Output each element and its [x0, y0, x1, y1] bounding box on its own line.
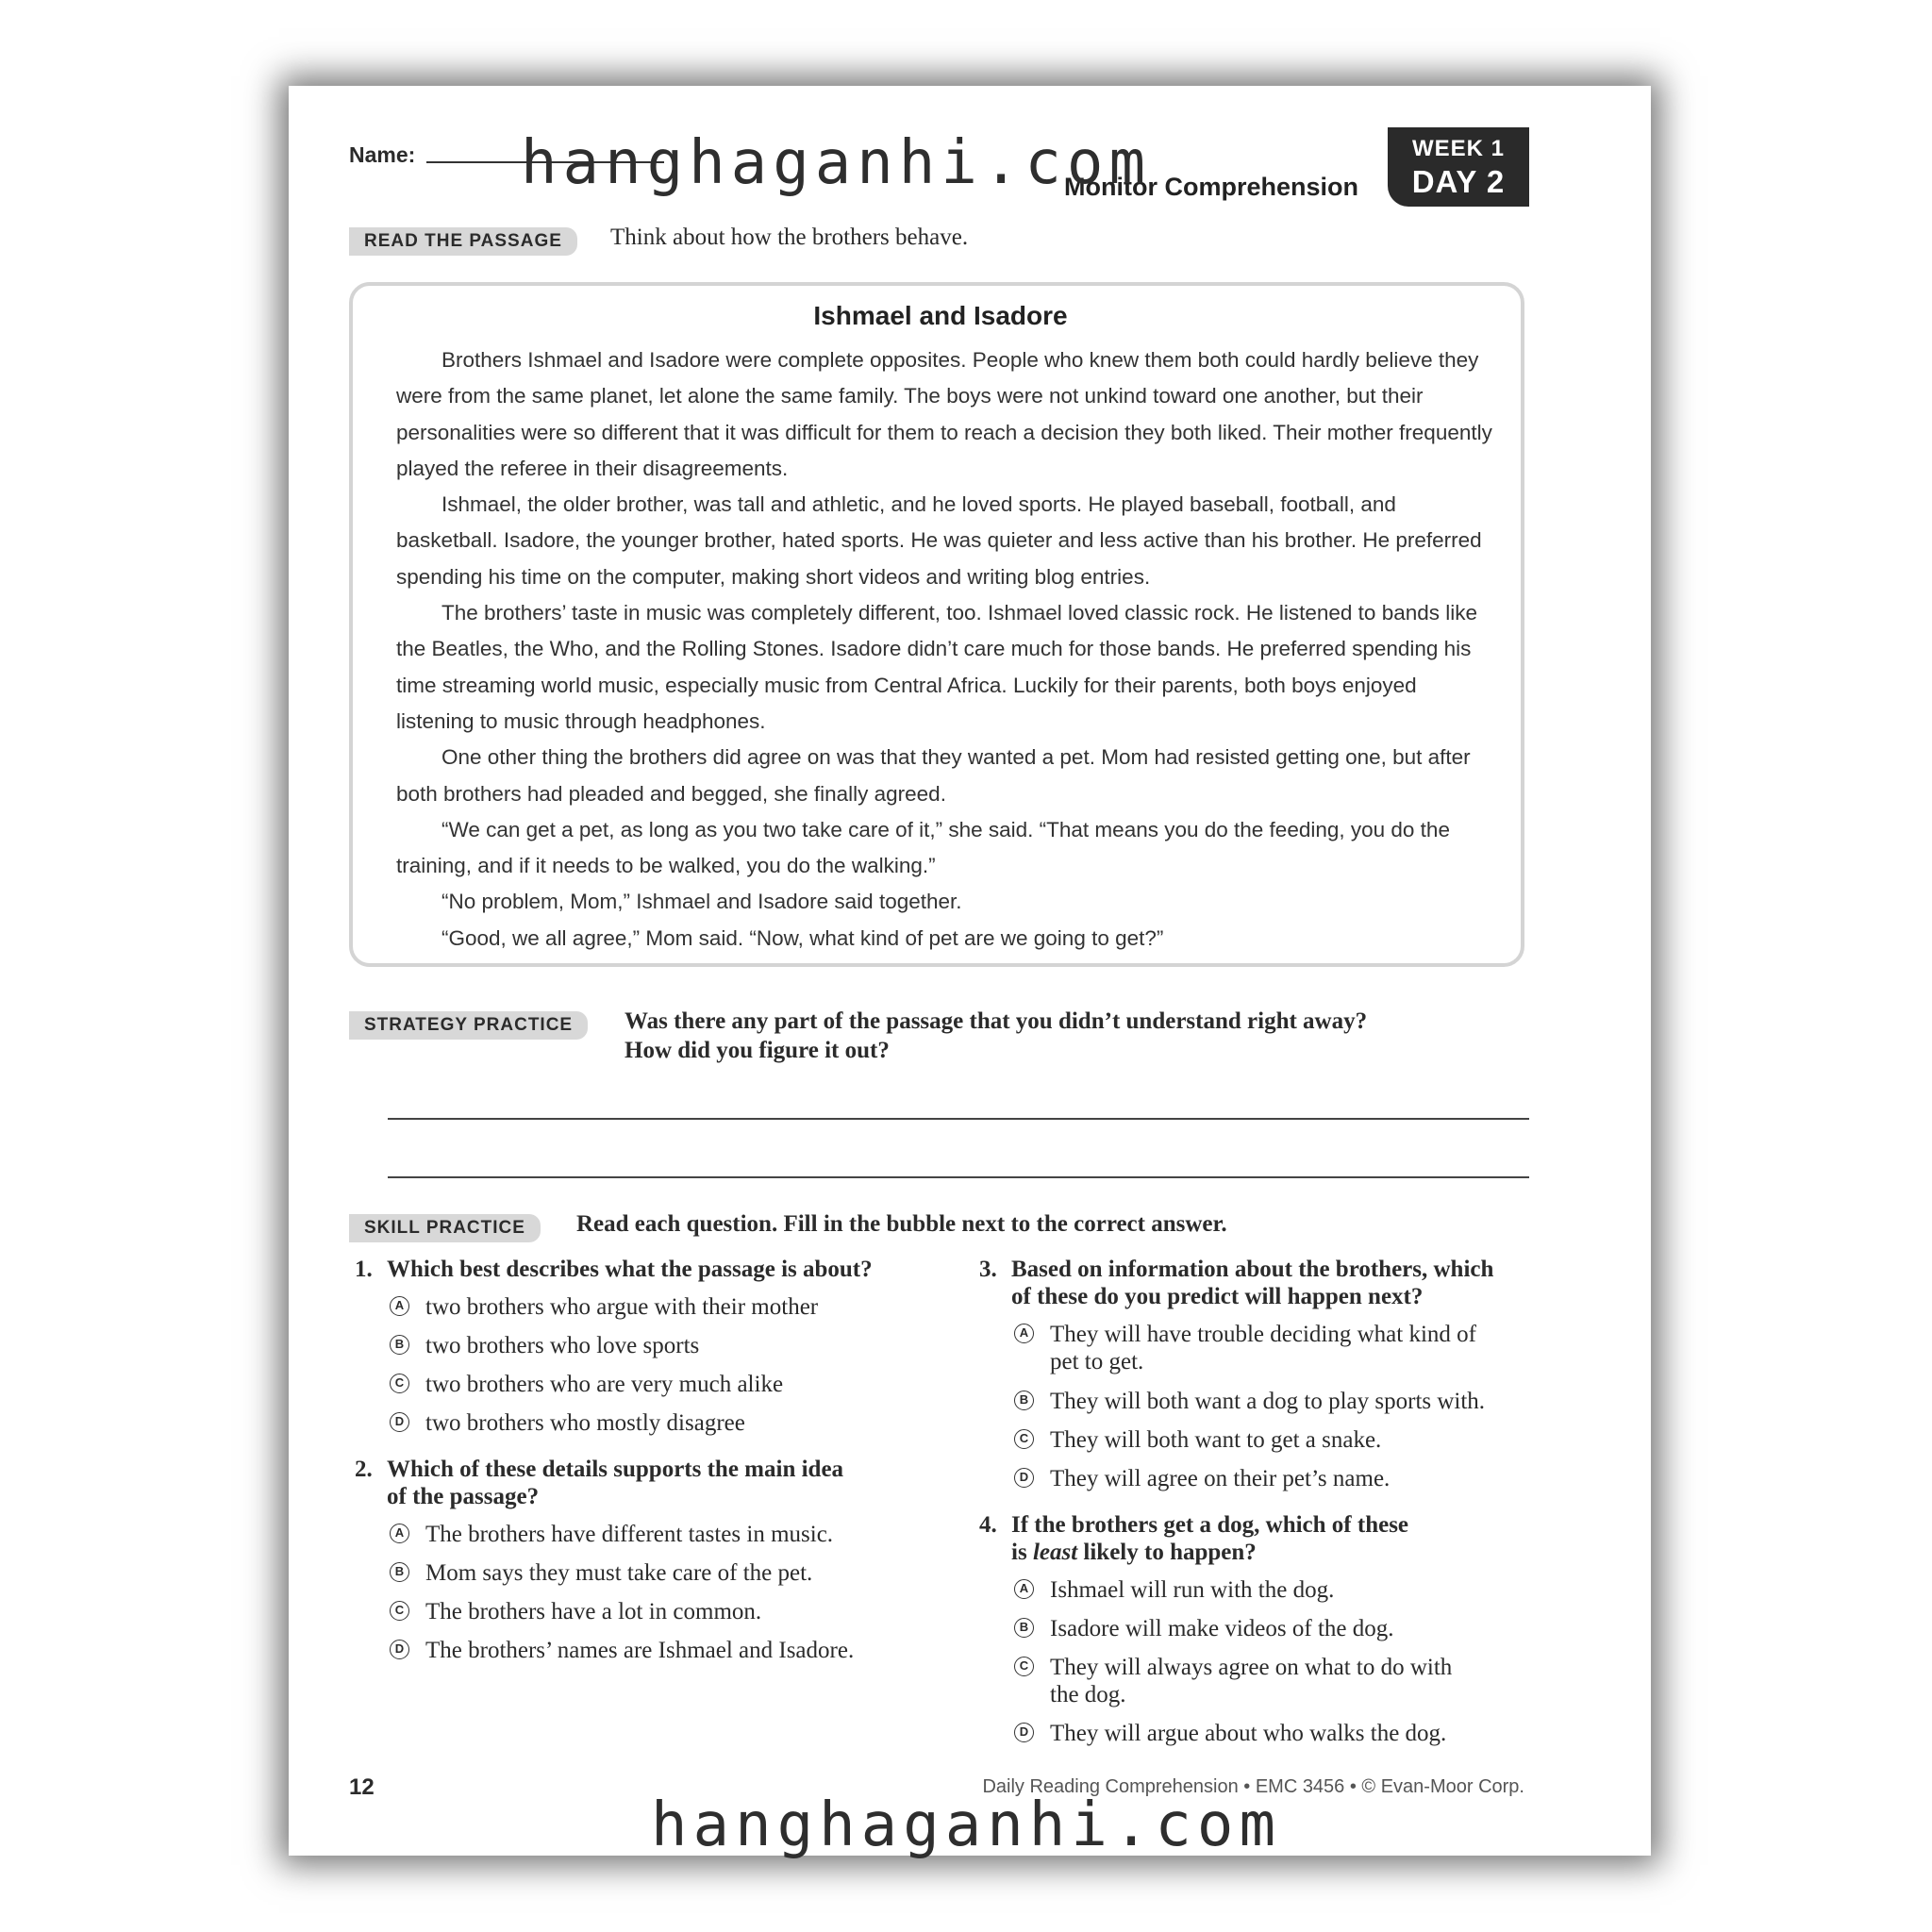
passage-paragraph: The brothers’ taste in music was completely different, too. Ishmael loved classic rock. He listened to bands like the Beatles, the Who, and the Rolling Stones. Isadore didn’t care much for those bands. He preferred spending his time streaming world music, especially music from Central Africa. Luckily for their parents, both boys enjoyed listening to music through headphones.	[396, 601, 1478, 733]
emphasis-least: least	[1032, 1540, 1078, 1565]
answer-bubble[interactable]: D	[390, 1640, 409, 1659]
question-stem: Which best describes what the passage is about?	[387, 1257, 873, 1282]
strategy-question-line1: Was there any part of the passage that you didn’t understand right away?	[625, 1008, 1368, 1034]
answer-bubble[interactable]: A	[390, 1524, 409, 1543]
choice-3d[interactable]	[1014, 1465, 1542, 1493]
question-stem-line1: If the brothers get a dog, which of these	[1011, 1512, 1409, 1538]
choice-text-line1: They will always agree on what to do with	[1050, 1655, 1453, 1680]
answer-bubble[interactable]: C	[390, 1374, 409, 1393]
answer-line[interactable]	[388, 1118, 1529, 1120]
watermark-bottom: hanghaganhi.com	[651, 1790, 1281, 1860]
question-stem-line1: Which of these details supports the main idea	[387, 1457, 844, 1482]
choice-text: Ishmael will run with the dog.	[1050, 1577, 1335, 1603]
question-stem-line2: of the passage?	[387, 1484, 540, 1509]
answer-bubble[interactable]: B	[1014, 1391, 1034, 1410]
choice-3a[interactable]	[1014, 1321, 1542, 1377]
footer-credit: Daily Reading Comprehension • EMC 3456 • © Evan-Moor Corp.	[982, 1776, 1524, 1797]
passage-paragraph: Brothers Ishmael and Isadore were complete opposites. People who knew them both could hardly believe they were from the same planet, let alone the same family. The boys were not unkind toward one another, but their personalities were so different that it was difficult for them to reach a decision they both liked. Their mother frequently played the referee in their disagreements.	[396, 348, 1492, 480]
skill-practice-tab: SKILL PRACTICE	[349, 1214, 541, 1242]
question-number: 1.	[355, 1257, 373, 1282]
question-number: 3.	[979, 1257, 997, 1282]
strategy-practice-tab: STRATEGY PRACTICE	[349, 1011, 588, 1040]
answer-bubble[interactable]: C	[1014, 1429, 1034, 1449]
choice-text: two brothers who argue with their mother	[425, 1294, 819, 1320]
choice-2b[interactable]	[390, 1559, 918, 1588]
question-number: 2.	[355, 1457, 373, 1482]
choice-text: two brothers who mostly disagree	[425, 1410, 745, 1436]
choice-text: two brothers who are very much alike	[425, 1372, 784, 1397]
choice-1c[interactable]	[390, 1371, 918, 1399]
passage-box	[349, 282, 1524, 967]
watermark-top: hanghaganhi.com	[521, 128, 1151, 198]
question-2	[355, 1456, 921, 1512]
question-number: 4.	[979, 1512, 997, 1538]
passage-title: Ishmael and Isadore	[813, 301, 1068, 330]
choice-4a[interactable]	[1014, 1576, 1542, 1605]
strategy-question-line2: How did you figure it out?	[625, 1038, 890, 1063]
question-stem-line2: of these do you predict will happen next?	[1011, 1284, 1424, 1309]
choice-text: They will both want a dog to play sports with.	[1050, 1389, 1486, 1414]
day-label: DAY 2	[1411, 164, 1506, 199]
choice-1b[interactable]	[390, 1332, 918, 1360]
choice-3b[interactable]	[1014, 1388, 1542, 1416]
answer-bubble[interactable]: D	[1014, 1468, 1034, 1488]
week-label: WEEK 1	[1411, 136, 1505, 161]
answer-bubble[interactable]: B	[390, 1335, 409, 1355]
answer-bubble[interactable]: B	[1014, 1618, 1034, 1638]
choice-1a[interactable]	[390, 1293, 918, 1322]
answer-bubble[interactable]: A	[390, 1296, 409, 1316]
question-4	[979, 1511, 1536, 1568]
passage-body	[396, 342, 1500, 957]
choice-text: two brothers who love sports	[425, 1333, 700, 1358]
choice-text-line1: They will have trouble deciding what kind of	[1050, 1322, 1476, 1347]
question-stem-line1: Based on information about the brothers, which	[1011, 1257, 1494, 1282]
answer-bubble[interactable]: A	[1014, 1579, 1034, 1599]
choice-3c[interactable]	[1014, 1426, 1542, 1455]
choice-text: The brothers’ names are Ishmael and Isadore.	[425, 1638, 855, 1663]
choice-2c[interactable]	[390, 1598, 918, 1626]
passage-paragraph: “Good, we all agree,” Mom said. “Now, what kind of pet are we going to get?”	[441, 925, 1164, 950]
passage-paragraph: “No problem, Mom,” Ishmael and Isadore said together.	[441, 890, 962, 914]
choice-2a[interactable]	[390, 1521, 918, 1549]
choice-text-line2: the dog.	[1050, 1682, 1126, 1707]
choice-text: They will both want to get a snake.	[1050, 1427, 1382, 1453]
choice-text: They will argue about who walks the dog.	[1050, 1721, 1447, 1746]
week-day-badge	[1388, 127, 1529, 207]
choice-text-line2: pet to get.	[1050, 1349, 1144, 1374]
choice-4c[interactable]	[1014, 1654, 1542, 1710]
answer-bubble[interactable]: B	[390, 1562, 409, 1582]
question-1	[355, 1256, 921, 1284]
choice-2d[interactable]	[390, 1637, 918, 1665]
skill-practice-instruction: Read each question. Fill in the bubble next to the correct answer.	[576, 1211, 1227, 1237]
choice-text: The brothers have different tastes in music.	[425, 1522, 834, 1547]
choice-text: They will agree on their pet’s name.	[1050, 1466, 1391, 1491]
passage-paragraph: One other thing the brothers did agree on was that they wanted a pet. Mom had resisted getting one, but after both brothers had pleaded and begged, she finally agreed.	[396, 745, 1471, 806]
choice-text: The brothers have a lot in common.	[425, 1599, 762, 1624]
choice-text: Mom says they must take care of the pet.	[425, 1560, 813, 1586]
choice-4b[interactable]	[1014, 1615, 1542, 1643]
question-3	[979, 1256, 1536, 1312]
answer-bubble[interactable]: A	[1014, 1324, 1034, 1343]
name-label: Name:	[349, 142, 416, 167]
passage-paragraph: “We can get a pet, as long as you two take care of it,” she said. “That means you do the feeding, you do the training, and if it needs to be walked, you do the walking.”	[396, 817, 1450, 878]
read-passage-instruction: Think about how the brothers behave.	[610, 225, 969, 250]
page-title: Monitor Comprehension	[1064, 173, 1358, 201]
answer-bubble[interactable]: D	[390, 1412, 409, 1432]
worksheet-page	[289, 86, 1651, 1856]
choice-4d[interactable]	[1014, 1720, 1542, 1748]
answer-line[interactable]	[388, 1176, 1529, 1178]
choice-1d[interactable]	[390, 1409, 918, 1438]
question-stem-line2: is least likely to happen?	[1011, 1540, 1257, 1565]
answer-bubble[interactable]: D	[1014, 1723, 1034, 1742]
read-passage-tab: READ THE PASSAGE	[349, 227, 577, 256]
choice-text: Isadore will make videos of the dog.	[1050, 1616, 1394, 1641]
passage-paragraph: Ishmael, the older brother, was tall and athletic, and he loved sports. He played baseball, football, and basketball. Isadore, the younger brother, hated sports. He was quieter and less active than his brother. He preferred spending his time on the computer, making short videos and writing blog entries.	[396, 492, 1482, 589]
page-number: 12	[349, 1774, 375, 1800]
answer-bubble[interactable]: C	[390, 1601, 409, 1621]
answer-bubble[interactable]: C	[1014, 1657, 1034, 1676]
